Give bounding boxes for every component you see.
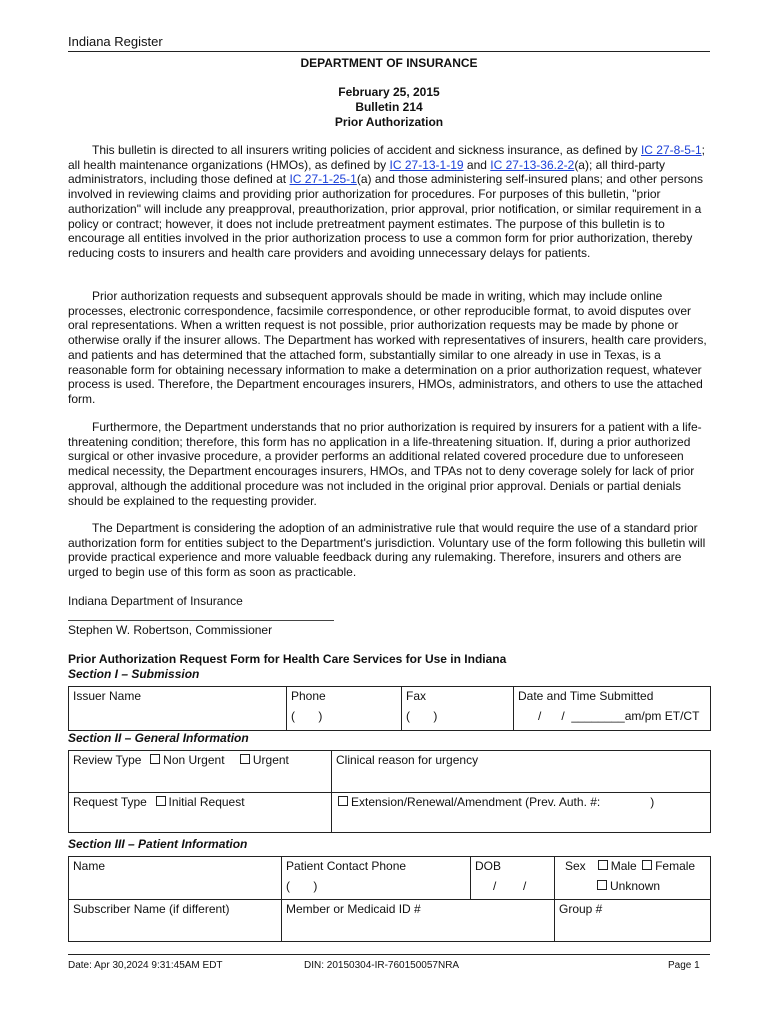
initial-request-label: Initial Request — [168, 795, 245, 809]
female-checkbox[interactable] — [642, 860, 652, 870]
male-label: Male — [610, 859, 637, 873]
review-type-cell — [69, 751, 332, 793]
issuer-name-label: Issuer Name — [73, 689, 142, 703]
footer-page-number: Page 1 — [668, 960, 700, 971]
patient-contact-phone-label: Patient Contact Phone — [286, 859, 407, 873]
section-3-title: Section III – Patient Information — [68, 837, 248, 851]
p1-text-4: (a); all third-party administrators, including those defined at — [68, 157, 666, 187]
request-type-cell — [69, 793, 332, 833]
clinical-reason-field[interactable] — [332, 751, 711, 793]
issuer-phone-field[interactable] — [287, 687, 402, 731]
bulletin-date: February 25, 2015 — [338, 85, 440, 99]
group-number-label: Group # — [559, 902, 603, 916]
footer-rule — [68, 954, 710, 955]
dob-blank: / / — [493, 879, 527, 893]
general-info-table — [68, 750, 711, 833]
link-ic-27-13-36-2-2[interactable]: IC 27-13-36.2-2 — [490, 157, 575, 172]
department-title: DEPARTMENT OF INSURANCE — [300, 56, 478, 70]
patient-name-label: Name — [73, 859, 106, 873]
extension-close-paren: ) — [650, 795, 655, 809]
patient-contact-phone-blank: ( ) — [286, 879, 318, 893]
issuer-name-field[interactable] — [69, 687, 287, 731]
link-ic-27-8-5-1[interactable]: IC 27-8-5-1 — [640, 143, 702, 157]
p1-text-1: This bulletin is directed to all insurers writing policies of accident and sickness insurance, as defined by — [92, 143, 641, 157]
footer-date: Date: Apr 30,2024 9:31:45AM EDT — [68, 960, 223, 971]
non-urgent-checkbox[interactable] — [150, 754, 160, 764]
patient-contact-phone-field[interactable] — [282, 857, 471, 900]
section-1-title: Section I – Submission — [68, 667, 200, 681]
section-2-title: Section II – General Information — [68, 731, 249, 745]
initial-request-checkbox[interactable] — [156, 796, 166, 806]
paragraph-scope — [68, 143, 710, 261]
signature-org: Indiana Department of Insurance — [68, 594, 243, 608]
sex-cell — [555, 857, 711, 900]
dob-field[interactable] — [471, 857, 555, 900]
link-ic-27-13-1-19[interactable]: IC 27-13-1-19 — [389, 157, 464, 172]
urgent-label: Urgent — [252, 753, 289, 767]
submission-table — [68, 686, 711, 731]
subscriber-name-field[interactable] — [69, 900, 282, 942]
sex-label: Sex — [565, 859, 586, 873]
p1-text-2: ; all health maintenance organizations (HMOs), as defined by — [68, 143, 705, 172]
subscriber-name-label: Subscriber Name (if different) — [73, 902, 230, 916]
extension-checkbox[interactable] — [338, 796, 348, 806]
review-type-label: Review Type — [73, 753, 142, 767]
male-checkbox[interactable] — [598, 860, 608, 870]
issuer-fax-field[interactable] — [402, 687, 514, 731]
extension-label: Extension/Renewal/Amendment (Prev. Auth. #: — [351, 795, 601, 809]
member-id-label: Member or Medicaid ID # — [286, 902, 421, 916]
paragraph-written-requests: Prior authorization requests and subsequent approvals should be made in writing, which may include online processes, electronic correspondence, facsimile correspondence, or other reproducible format, to avoid disputes over oral representations. When a written request is not possible, prior authorization requests may be made by phone or otherwise orally if the insurer allows. The Department has worked with representatives of insurers, health care providers, and patients and has determined that the attached form, substantially similar to one already in use in Texas, is a reasonable form for obtaining necessary information to make a determination on a prior authorization request, whatever process is used. Therefore, the Department encourages insurers, HMOs, administrators, and others to use the attached form. — [68, 289, 707, 406]
dob-label: DOB — [475, 859, 502, 873]
link-ic-27-1-25-1[interactable]: IC 27-1-25-1 — [289, 172, 357, 187]
paragraph-rulemaking: The Department is considering the adoption of an administrative rule that would require the use of a standard prior authorization form for entities subject to the Department's jurisdiction. Voluntary use of the form following this bulletin will provide practical experience and more valuable feedback during any rulemaking. Therefore, insurers and others are urged to begin use of this form as soon as practicable. — [68, 521, 706, 580]
form-title: Prior Authorization Request Form for Health Care Services for Use in Indiana — [68, 652, 507, 666]
date-submitted-label: Date and Time Submitted — [518, 689, 654, 703]
group-number-field[interactable] — [555, 900, 711, 942]
non-urgent-label: Non Urgent — [163, 753, 225, 767]
date-submitted-blank: / / ________am/pm ET/CT — [538, 709, 700, 723]
fax-blank: ( ) — [406, 709, 438, 723]
clinical-reason-label: Clinical reason for urgency — [336, 753, 479, 767]
extension-cell — [332, 793, 711, 833]
running-header: Indiana Register — [68, 34, 163, 49]
header-rule — [68, 51, 710, 52]
phone-blank: ( ) — [291, 709, 323, 723]
p1-text-5: (a) and those administering self-insured plans; and other persons involved in reviewing claims and providing prior authorization for procedures. For purposes of this bulletin, "prior authorization" will include any preapproval, preauthorization, prior approval, prior notification, or similar requirement in a policy or contract; however, it does not include pretreatment payment estimates. The purpose of this bulletin is to encourage all entities involved in the prior authorization process to use a common form for prior authorization, thereby reducing costs to insurers and health care providers and avoiding unnecessary delays for patients. — [68, 172, 704, 260]
p1-text-3: and — [463, 157, 491, 172]
unknown-checkbox[interactable] — [597, 880, 607, 890]
unknown-label: Unknown — [610, 879, 661, 893]
patient-name-field[interactable] — [69, 857, 282, 900]
signature-line — [68, 620, 334, 621]
female-label: Female — [655, 859, 696, 873]
request-type-label: Request Type — [73, 795, 147, 809]
date-submitted-field[interactable] — [514, 687, 711, 731]
footer-din: DIN: 20150304-IR-760150057NRA — [304, 960, 460, 971]
patient-info-table — [68, 856, 711, 942]
urgent-checkbox[interactable] — [240, 754, 250, 764]
phone-label: Phone — [291, 689, 326, 703]
signature-name: Stephen W. Robertson, Commissioner — [68, 623, 273, 637]
paragraph-life-threatening: Furthermore, the Department understands that no prior authorization is required by insurers for a patient with a life-threatening condition; therefore, this form has no application in a life-threatening situation. If, during a prior authorized surgical or other invasive procedure, a provider performs an additional related covered procedure due to unforeseen medical necessity, the Department encourages insurers, HMOs, and TPAs not to deny coverage solely for lack of prior approval, although the additional procedure was not included in the original prior approval. Denials or partial denials should be explained to the requesting provider. — [68, 420, 702, 508]
fax-label: Fax — [406, 689, 427, 703]
member-id-field[interactable] — [282, 900, 555, 942]
bulletin-subject: Prior Authorization — [334, 115, 444, 129]
bulletin-number: Bulletin 214 — [355, 100, 423, 114]
